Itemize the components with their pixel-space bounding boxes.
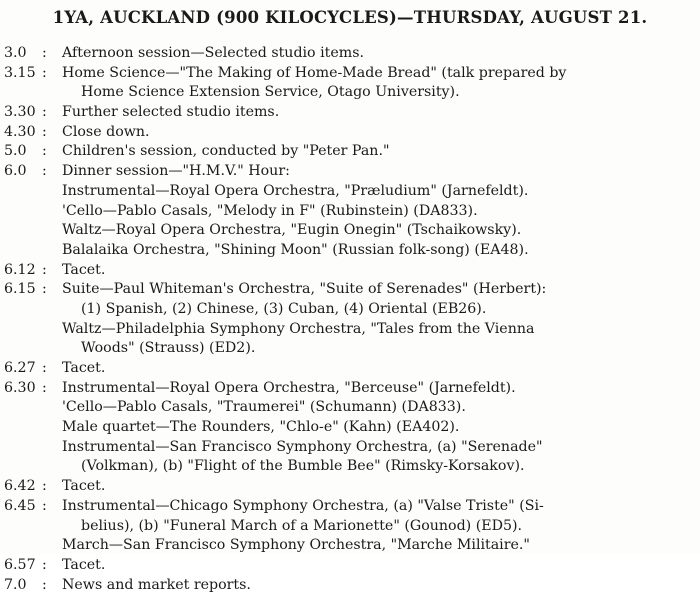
programme-time: 3.30 bbox=[4, 104, 36, 121]
programme-time: 6.27 bbox=[4, 360, 36, 376]
programme-row bbox=[0, 103, 700, 123]
programme-text: Woods" (Strauss) (ED2). bbox=[81, 340, 256, 357]
programme-text: Tacet. bbox=[62, 261, 106, 278]
programme-row bbox=[0, 221, 700, 241]
programme-text: Children's session, conducted by "Peter Pan." bbox=[62, 143, 390, 160]
programme-time: 3.15 bbox=[4, 64, 36, 81]
programme-text: belius), (b) "Funeral March of a Marionette" (Gounod) (ED5). bbox=[81, 517, 523, 534]
programme-time: 6.57 bbox=[4, 556, 36, 573]
time-separator: : bbox=[42, 379, 47, 396]
programme-list bbox=[0, 44, 700, 595]
programme-row bbox=[0, 477, 700, 497]
programme-text: Home Science Extension Service, Otago University). bbox=[81, 84, 460, 101]
programme-text: Tacet. bbox=[62, 360, 106, 376]
programme-text: Home Science—"The Making of Home-Made Bread" (talk prepared by bbox=[62, 64, 567, 81]
programme-row bbox=[0, 83, 700, 103]
programme-text: Tacet. bbox=[62, 556, 106, 573]
programme-text: Afternoon session—Selected studio items. bbox=[62, 45, 364, 61]
time-separator: : bbox=[42, 281, 47, 298]
programme-row bbox=[0, 438, 700, 458]
time-separator: : bbox=[42, 163, 47, 180]
programme-row bbox=[0, 44, 700, 64]
programme-row bbox=[0, 64, 700, 84]
programme-time: 6.12 bbox=[4, 261, 36, 278]
programme-text: Instrumental—Royal Opera Orchestra, "Præludium" (Jarnefeldt). bbox=[62, 182, 529, 199]
programme-row bbox=[0, 457, 700, 477]
time-separator: : bbox=[42, 478, 47, 495]
programme-row bbox=[0, 556, 700, 576]
time-separator: : bbox=[42, 104, 47, 121]
time-separator: : bbox=[42, 64, 47, 81]
programme-text: 'Cello—Pablo Casals, "Melody in F" (Rubinstein) (DA833). bbox=[62, 202, 478, 219]
programme-text: Tacet. bbox=[62, 478, 106, 495]
programme-text: Balalaika Orchestra, "Shining Moon" (Russian folk-song) (EA48). bbox=[62, 241, 529, 258]
programme-row bbox=[0, 241, 700, 261]
programme-time: 6.42 bbox=[4, 478, 36, 495]
programme-text: (1) Spanish, (2) Chinese, (3) Cuban, (4) Oriental (EB26). bbox=[81, 300, 487, 317]
programme-text: March—San Francisco Symphony Orchestra, "Marche Militaire." bbox=[62, 537, 530, 554]
time-separator: : bbox=[42, 261, 47, 278]
programme-row bbox=[0, 162, 700, 182]
programme-time: 6.15 bbox=[4, 281, 36, 298]
programme-row bbox=[0, 182, 700, 202]
programme-text: Instrumental—San Francisco Symphony Orchestra, (a) "Serenade" bbox=[62, 438, 543, 455]
programme-row bbox=[0, 202, 700, 222]
time-separator: : bbox=[42, 123, 47, 140]
programme-row bbox=[0, 261, 700, 281]
programme-row bbox=[0, 142, 700, 162]
programme-row bbox=[0, 339, 700, 359]
programme-row bbox=[0, 359, 700, 379]
time-separator: : bbox=[42, 556, 47, 573]
programme-row bbox=[0, 379, 700, 399]
programme-text: Male quartet—The Rounders, "Chlo-e" (Kahn) (EA402). bbox=[62, 419, 460, 436]
programme-text: Instrumental—Chicago Symphony Orchestra, (a) "Valse Triste" (Si- bbox=[62, 497, 544, 514]
programme-time: 6.45 bbox=[4, 497, 36, 514]
programme-row bbox=[0, 576, 700, 595]
time-separator: : bbox=[42, 45, 47, 61]
programme-row bbox=[0, 536, 700, 556]
programme-time: 6.0 bbox=[4, 163, 27, 180]
programme-text: (Volkman), (b) "Flight of the Bumble Bee" (Rimsky-Korsakov). bbox=[81, 458, 525, 475]
programme-time: 4.30 bbox=[4, 123, 36, 140]
programme-text: Waltz—Philadelphia Symphony Orchestra, "Tales from the Vienna bbox=[62, 320, 535, 337]
programme-time: 5.0 bbox=[4, 143, 27, 160]
programme-time: 6.30 bbox=[4, 379, 36, 396]
programme-row bbox=[0, 517, 700, 537]
programme-time: 7.0 bbox=[4, 576, 27, 593]
programme-row bbox=[0, 300, 700, 320]
programme-row bbox=[0, 398, 700, 418]
programme-row bbox=[0, 123, 700, 143]
programme-row bbox=[0, 280, 700, 300]
programme-text: Close down. bbox=[62, 123, 150, 140]
programme-text: Instrumental—Royal Opera Orchestra, "Berceuse" (Jarnefeldt). bbox=[62, 379, 516, 396]
time-separator: : bbox=[42, 360, 47, 376]
programme-text: Further selected studio items. bbox=[62, 104, 280, 121]
time-separator: : bbox=[42, 576, 47, 593]
programme-row bbox=[0, 497, 700, 517]
time-separator: : bbox=[42, 143, 47, 160]
programme-row bbox=[0, 418, 700, 438]
page-heading: 1YA, AUCKLAND (900 KILOCYCLES)—THURSDAY, AUGUST 21. bbox=[52, 8, 648, 27]
programme-text: 'Cello—Pablo Casals, "Traumerei" (Schumann) (DA833). bbox=[62, 399, 466, 416]
programme-text: News and market reports. bbox=[62, 576, 251, 593]
programme-time: 3.0 bbox=[4, 45, 27, 61]
programme-text: Dinner session—"H.M.V." Hour: bbox=[62, 163, 290, 180]
programme-text: Waltz—Royal Opera Orchestra, "Eugin Onegin" (Tschaikowsky). bbox=[62, 222, 522, 239]
time-separator: : bbox=[42, 497, 47, 514]
programme-text: Suite—Paul Whiteman's Orchestra, "Suite of Serenades" (Herbert): bbox=[62, 281, 547, 298]
programme-row bbox=[0, 320, 700, 340]
